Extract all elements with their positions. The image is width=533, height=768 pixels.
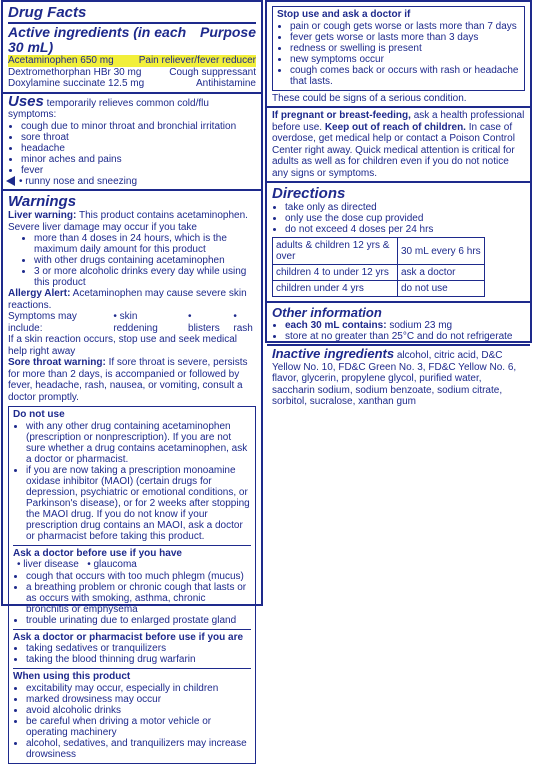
list-item: • minor aches and pains — [21, 154, 256, 165]
allergy-alert-text: Acetaminophen may cause severe skin reactions. — [8, 288, 247, 311]
list-item: runny nose and sneezing — [25, 175, 138, 187]
list-item: glaucoma — [93, 559, 137, 570]
drug-facts-title: Drug Facts — [8, 4, 87, 21]
table-cell: adults & children 12 yrs & over — [273, 238, 398, 265]
inactive-ingredients-title: Inactive ingredients — [272, 346, 395, 361]
list-item: • excitability may occur, especially in children — [26, 683, 251, 694]
uses-list — [8, 121, 256, 176]
list-item: • alcohol, sedatives, and tranquilizers may increase drowsiness — [26, 738, 251, 760]
when-using-title: When using this product — [13, 671, 131, 682]
list-item: liver disease — [23, 559, 79, 570]
warning-subsections-box — [8, 406, 256, 764]
active-ingredients-header — [8, 25, 256, 55]
list-item: • do not exceed 4 doses per 24 hrs — [285, 224, 525, 235]
list-item: • only use the dose cup provided — [285, 213, 525, 224]
list-item: • avoid alcoholic drinks — [26, 705, 251, 716]
when-using-list — [13, 683, 251, 760]
stop-use-box — [272, 6, 525, 91]
list-item: • pain or cough gets worse or lasts more than 7 days — [290, 21, 520, 32]
table-cell: ask a doctor — [398, 265, 485, 281]
ingredient-name: Acetaminophen 650 mg — [8, 55, 114, 66]
liver-warning-text: This product contains acetaminophen. — [78, 210, 248, 221]
list-item: • new symptoms occur — [290, 54, 520, 65]
list-item: • sore throat — [21, 132, 256, 143]
stop-use-list — [277, 21, 520, 87]
list-item: • fever gets worse or lasts more than 3 days — [290, 32, 520, 43]
uses-title: Uses — [8, 92, 44, 110]
ask-doctor-list — [13, 571, 251, 626]
do-not-use-title: Do not use — [13, 409, 65, 420]
list-item — [285, 320, 525, 331]
table-row — [273, 238, 485, 265]
other-info-bold: each 30 mL contains: — [285, 320, 387, 331]
when-using-subsection — [13, 668, 251, 760]
symptoms-label: Symptoms may include: — [8, 311, 77, 334]
skin-reaction-text: If a skin reaction occurs, stop use and seek medical help right away — [8, 334, 238, 357]
ingredient-row — [8, 67, 256, 79]
liver-warning-text2: Severe liver damage may occur if you take — [8, 221, 197, 233]
ingredient-name: Dextromethorphan HBr 30 mg — [8, 66, 142, 78]
warnings-title: Warnings — [8, 193, 77, 210]
list-item: • marked drowsiness may occur — [26, 694, 251, 705]
inactive-ingredients-section — [267, 346, 530, 410]
ingredient-row — [8, 55, 256, 67]
list-item: • fever — [21, 165, 256, 176]
table-cell: do not use — [398, 281, 485, 297]
drug-facts-section — [3, 2, 261, 94]
ask-pharmacist-title: Ask a doctor or pharmacist before use if you are — [13, 631, 244, 643]
left-column — [1, 0, 263, 760]
pointer-arrow-icon — [6, 176, 15, 186]
table-cell: 30 mL every 6 hrs — [398, 238, 485, 265]
list-item: • taking the blood thinning drug warfarin — [26, 654, 251, 665]
list-item: • cough that occurs with too much phlegm (mucus) — [26, 571, 251, 582]
symptom-item: rash — [233, 322, 253, 334]
ingredient-purpose: Antihistamine — [195, 78, 256, 89]
pregnancy-section — [267, 108, 530, 183]
other-info-list — [272, 320, 525, 342]
symptoms-row: Symptoms may include: • skin reddening • blisters • rash — [8, 311, 253, 334]
pregnancy-label: If pregnant or breast-feeding, — [272, 110, 411, 121]
liver-warning-list — [8, 233, 256, 288]
other-info-title: Other information — [272, 305, 382, 320]
table-row — [273, 281, 485, 297]
keep-out-label: Keep out of reach of children. — [324, 121, 466, 133]
ingredient-name: Doxylamine succinate 12.5 mg — [8, 78, 145, 89]
other-info-text: sodium 23 mg — [389, 320, 453, 331]
ask-doctor-inline-row: • liver disease • glaucoma — [17, 559, 137, 570]
ask-pharmacist-list — [13, 643, 251, 665]
dosage-table — [272, 237, 485, 297]
list-item: • with any other drug containing acetaminophen (prescription or nonprescription). If you are not sure whether a drug contains acetaminophen, ask a doctor or pharmacist. — [26, 421, 251, 465]
purpose-title: Purpose — [199, 24, 256, 40]
list-item: • redness or swelling is present — [290, 43, 520, 54]
ask-doctor-title: Ask a doctor before use if you have — [13, 547, 182, 559]
symptom-item: skin reddening — [113, 311, 158, 334]
directions-list — [272, 202, 525, 235]
do-not-use-list — [13, 421, 251, 542]
list-item: • a breathing problem or chronic cough that lasts or as occurs with smoking, asthma, chronic bronchitis or emphysema — [26, 582, 251, 615]
sore-throat-text: If sore throat is severe, persists for more than 2 days, is accompanied or followed by fever, headache, rash, nausea, or vomiting, consult a doctor promptly. — [8, 357, 248, 403]
list-item: • be careful when driving a motor vehicle or operating machinery — [26, 716, 251, 738]
directions-title: Directions — [272, 185, 346, 202]
directions-section — [267, 183, 530, 303]
stop-use-note: These could be signs of a serious condition. — [272, 92, 467, 104]
warnings-section — [3, 191, 261, 768]
stop-use-title: Stop use and ask a doctor if — [277, 9, 411, 20]
list-item: • take only as directed — [285, 202, 525, 213]
ask-doctor-subsection — [13, 545, 251, 626]
allergy-alert-label: Allergy Alert: — [8, 288, 71, 299]
list-item: • store at no greater than 25°C and do not refrigerate — [285, 331, 525, 342]
uses-intro: temporarily relieves common cold/flu symptoms: — [8, 97, 209, 120]
list-item: • with other drugs containing acetaminophen — [34, 255, 256, 266]
sore-throat-label: Sore throat warning: — [8, 357, 106, 368]
list-item: • taking sedatives or tranquilizers — [26, 643, 251, 654]
table-cell: children under 4 yrs — [273, 281, 398, 297]
table-row — [273, 265, 485, 281]
inactive-ingredients-text: alcohol, citric acid, D&C Yellow No. 10, FD&C Green No. 3, FD&C Yellow No. 6, flavor, glycerin, propylene glycol, purified water, saccharin sodium, sodium benzoate, sodium citrate, sorbitol, sucralose, xanthan gum — [272, 350, 517, 407]
other-info-section — [267, 303, 530, 346]
right-column — [265, 0, 532, 407]
pregnancy-text: ask a health professional before use. — [272, 110, 525, 133]
keep-out-text: In case of overdose, get medical help or contact a Poison Control Center right away. Quick medical attention is critical for adults as well as for children even if you do not notice any signs or symptoms. — [272, 121, 515, 179]
ingredient-purpose: Cough suppressant — [169, 66, 256, 78]
list-item: • if you are now taking a prescription monoamine oxidase inhibitor (MAOI) (certain drugs for depression, psychiatric or emotional conditions, or Parkinson's disease), or for 2 weeks after stopping the MAOI drug. If you do not know if your prescription drug contains an MAOI, ask a doctor or pharmacist before taking this product. — [26, 465, 251, 542]
stop-use-section — [267, 2, 530, 108]
ingredient-purpose: Pain reliever/fever reducer — [138, 55, 256, 66]
list-item: • cough comes back or occurs with rash or headache that lasts. — [290, 65, 520, 87]
active-ingredients-title: Active ingredients (in each 30 mL) — [8, 24, 187, 55]
table-cell: children 4 to under 12 yrs — [273, 265, 398, 281]
uses-section: Uses temporarily relieves common cold/flu symptoms: • cough due to minor throat and bronchial irritation • sore throat • headache • minor aches and pains • fever • runny nose and sneezing — [3, 94, 261, 192]
symptom-item: blisters — [188, 322, 220, 334]
list-item: • headache — [21, 143, 256, 154]
list-item: • 3 or more alcoholic drinks every day while using this product — [34, 266, 256, 288]
ingredient-row — [8, 78, 256, 90]
list-item: • trouble urinating due to enlarged prostate gland — [26, 615, 251, 626]
ask-pharmacist-subsection — [13, 629, 251, 666]
list-item: • more than 4 doses in 24 hours, which is the maximum daily amount for this product — [34, 233, 256, 255]
list-item: • cough due to minor throat and bronchial irritation — [21, 121, 256, 132]
liver-warning-label: Liver warning: — [8, 210, 77, 221]
